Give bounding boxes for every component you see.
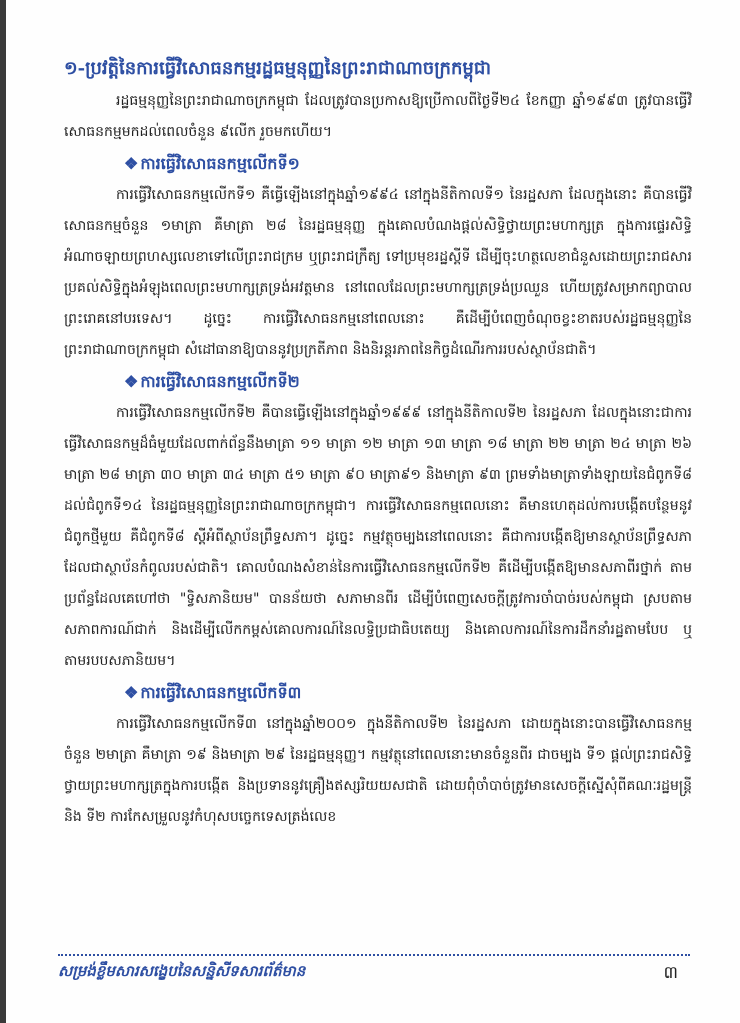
- section-1-body: ការធ្វើវិសោធនកម្មលើកទី១ គឺធ្វើឡើងនៅក្នុងឆ្នាំ១៩៩៤ នៅក្នុងនីតិកាលទី១ នៃរដ្ឋសភា ដែលក្នុងនោះ គឺបានធ្វើវិសោធនកម្មចំនួន ១មាត្រា គឺមាត្រា ២៨ នៃរដ្ឋធម្មនុញ្ញ ក្នុងគោលបំណងផ្តល់សិទ្ធិថ្វាយព្រះមហាក្សត្រ ក្នុងការផ្ទេរសិទ្ធិអំណាចឡាយព្រហស្សលេខាទៅលើព្រះរាជក្រម ឬព្រះរាជក្រឹត្យ ទៅប្រមុខរដ្ឋស្តីទី ដើម្បីចុះហត្ថលេខាជំនួសដោយព្រះរាជសារប្រគល់សិទ្ធិក្នុងអំឡុងពេលព្រះមហាក្សត្រទ្រង់អវត្តមាន នៅពេលដែលព្រះមហាក្សត្រទ្រង់ប្រឈួន ហើយត្រូវសម្រាកព្យាបាលព្រះរោគនៅបរទេស។ ដូច្នេះ ការធ្វើវិសោធនកម្មនៅពេលនោះ គឺដើម្បីបំពេញចំណុចខ្វះខាតរបស់រដ្ឋធម្មនុញ្ញនៃព្រះរាជាណាចក្រកម្ពុជា សំដៅធានាឱ្យបាននូវប្រក្រតីភាព និងនិរន្តរភាពនៃកិច្ចដំណើរការរបស់ស្ថាប័នជាតិ។: [64, 187, 692, 358]
- section-2-body: ការធ្វើវិសោធនកម្មលើកទី២ គឺបានធ្វើឡើងនៅក្នុងឆ្នាំ១៩៩៩ នៅក្នុងនីតិកាលទី២ នៃរដ្ឋសភា ដែលក្នុងនោះជាការធ្វើវិសោធនកម្មដ៏ធំមួយដែលពាក់ព័ន្ធនឹងមាត្រា ១១ មាត្រា ១២ មាត្រា ១៣ មាត្រា ១៨ មាត្រា ២២ មាត្រា ២៤ មាត្រា ២៦ មាត្រា ២៨ មាត្រា ៣០ មាត្រា ៣៤ មាត្រា ៥១ មាត្រា ៩០ មាត្រា៩១ និងមាត្រា ៩៣ ព្រមទាំងមាត្រាទាំងឡាយនៃជំពូកទី៨ ដល់ជំពូកទី១៤ នៃរដ្ឋធម្មនុញ្ញនៃព្រះរាជាណាចក្រកម្ពុជា។ ការធ្វើវិសោធនកម្មពេលនោះ គឺមានហេតុដល់ការបង្កើតបន្ថែមនូវជំពូកថ្មីមួយ គឺជំពូកទី៨ ស្តីអំពីស្ថាប័នព្រឹទ្ធសភា។ ដូច្នេះ កម្មវត្ថុចម្បងនៅពេលនោះ គឺជាការបង្កើតឱ្យមានស្ថាប័នព្រឹទ្ធសភា ដែលជាស្ថាប័នកំពូលរបស់ជាតិ។ គោលបំណងសំខាន់នៃការធ្វើវិសោធនកម្មលើកទី២ គឺដើម្បីបង្កើតឱ្យមានសភាពីរថ្នាក់ តាមប្រព័ន្ធដែលគេហៅថា "ទ្វិសភានិយម" បានន័យថា សភាមានពីរ ដើម្បីបំពេញសេចក្តីត្រូវការចាំបាច់របស់កម្ពុជា ស្របតាមសភាពការណ៍ជាក់ និងដើម្បីលើកកម្ពស់គោលការណ៍នៃលទ្ធិប្រជាធិបតេយ្យ និងគោលការណ៍នៃការដឹកនាំរដ្ឋតាមបែប ឬតាមរបបសភានិយម។: [64, 405, 692, 669]
- page-title: ១-ប្រវត្តិនៃការធ្វើវិសោធនកម្មរដ្ឋធម្មនុញ្ញនៃព្រះរាជាណាចក្រកម្ពុជា: [64, 58, 491, 79]
- diamond-bullet-icon: ❖: [124, 154, 139, 173]
- section-3-heading-text: ការធ្វើវិសោធនកម្មលើកទី៣: [140, 683, 302, 702]
- section-2-heading-text: ការធ្វើវិសោធនកម្មលើកទី២: [140, 372, 300, 391]
- page-number: ៣: [663, 963, 678, 983]
- diamond-bullet-icon: ❖: [124, 372, 139, 391]
- page-content: [64, 52, 692, 833]
- intro-paragraph: រដ្ឋធម្មនុញ្ញនៃព្រះរាជាណាចក្រកម្ពុជា ដែលត្រូវបានប្រកាសឱ្យប្រើកាលពីថ្ងៃទី២៤ ខែកញ្ញា ឆ្នាំ១៩៩៣ ត្រូវបានធ្វើវិសោធនកម្មមកដល់ពេលចំនួន ៩លើក រួចមកហើយ។: [64, 93, 692, 140]
- section-2-heading: [124, 366, 692, 398]
- footer-title: សម្រង់ខ្លឹមសារសង្ខេបនៃសន្និសីទសារព័ត៌មាន: [58, 962, 306, 980]
- section-3-body: ការធ្វើវិសោធនកម្មលើកទី៣ នៅក្នុងឆ្នាំ២០០១ ក្នុងនីតិកាលទី២ នៃរដ្ឋសភា ដោយក្នុងនោះបានធ្វើវិសោធនកម្មចំនួន ២មាត្រា គឺមាត្រា ១៩ និងមាត្រា ២៩ នៃរដ្ឋធម្មនុញ្ញ។ កម្មវត្ថុនៅពេលនោះមានចំនួនពីរ ជាចម្បង ទី១ ផ្តល់ព្រះរាជសិទ្ធិថ្វាយព្រះមហាក្សត្រក្នុងការបង្កើត និងប្រទាននូវគ្រឿងឥស្សរិយយសជាតិ ដោយពុំចាំបាច់ត្រូវមានសេចក្តីស្នើសុំពីគណៈរដ្ឋមន្ត្រី និង ទី២ ការកែសម្រួលនូវកំហុសបច្ចេកទេសត្រង់លេខ: [64, 716, 692, 825]
- section-3-heading: [124, 677, 692, 709]
- diamond-bullet-icon: ❖: [124, 683, 139, 702]
- section-1-heading: [124, 148, 692, 180]
- footer-divider: [58, 954, 690, 956]
- section-1-heading-text: ការធ្វើវិសោធនកម្មលើកទី១: [140, 154, 300, 173]
